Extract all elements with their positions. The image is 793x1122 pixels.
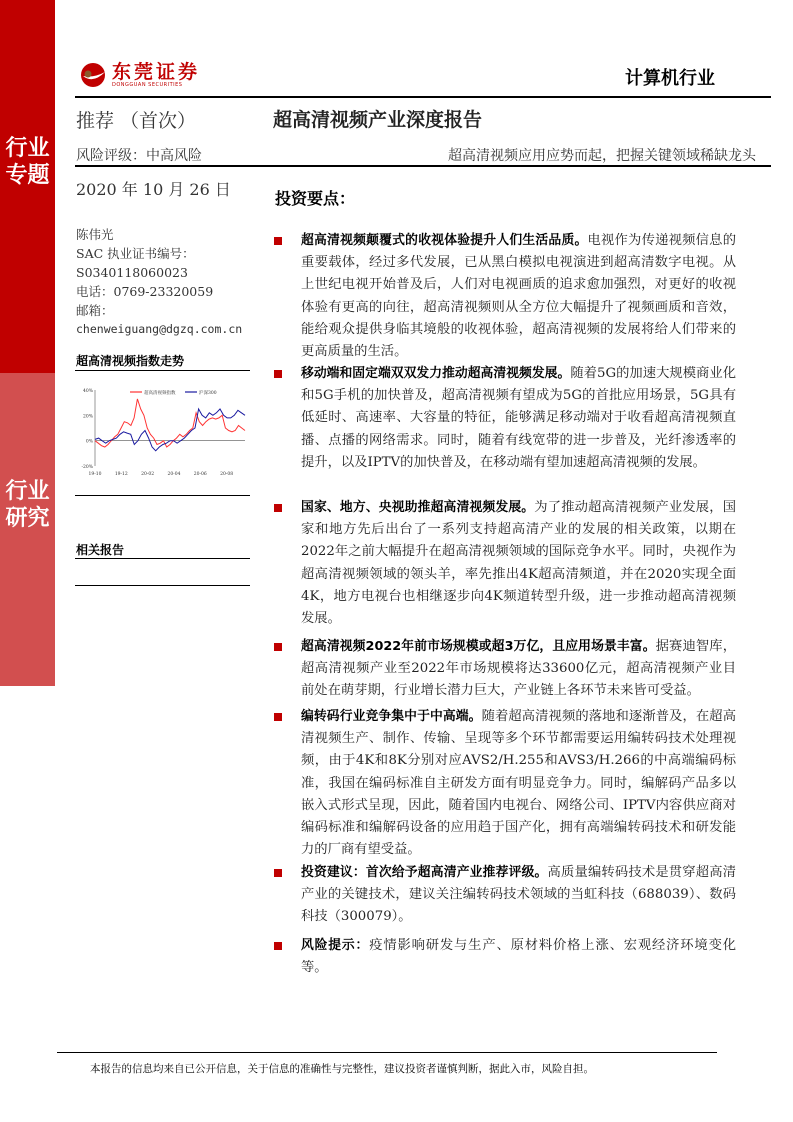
company-logo — [80, 62, 200, 88]
key-point — [274, 363, 736, 474]
point-heading: 风险提示： — [301, 938, 370, 953]
x-tick-label: 20-04 — [167, 472, 181, 477]
key-point — [274, 935, 736, 979]
key-point — [274, 706, 736, 861]
bullet-icon — [274, 643, 282, 651]
related-reports-title: 相关报告 — [76, 543, 125, 557]
y-tick-label: 0% — [85, 439, 93, 445]
logo-icon — [80, 62, 106, 88]
divider — [75, 96, 771, 98]
report-date: 2020 年 10 月 26 日 — [76, 180, 231, 199]
point-text: 随着超高清视频的落地和逐渐普及，在超高清视频生产、制作、传输、呈现等多个环节都需要运用编转码技术处理视频，由于4K和8K分别对应AVS2/H.255和AVS3/H.266的中高端编码标准，我国在编码标准自主研发方面有明显竞争力。同时，编解码产品多以嵌入式形式呈现，因此，随着国内电视台、网络公司、IPTV内容供应商对编码标准和编解码设备的应用趋于国产化，拥有高端编转码技术和研发能力的厂商有望受益。 — [301, 709, 737, 858]
point-heading: 投资建议：首次给予超高清产业推荐评级。 — [301, 865, 548, 880]
point-heading: 国家、地方、央视助推超高清视频发展。 — [301, 500, 535, 515]
chart-title: 超高清视频指数走势 — [76, 354, 185, 368]
point-heading: 编转码行业竞争集中于中高端。 — [301, 709, 482, 724]
sac-label: SAC 执业证书编号： — [76, 246, 195, 261]
series-line — [95, 399, 245, 447]
key-point — [274, 862, 736, 929]
footer-divider — [57, 1052, 717, 1053]
x-tick-label: 20-06 — [193, 472, 207, 477]
bullet-icon — [274, 237, 282, 245]
disclaimer: 本报告的信息均来自已公开信息，关于信息的准确性与完整性，建议投资者谨慎判断，据此入市，风险自担。 — [90, 1063, 594, 1075]
y-tick-label: 40% — [82, 389, 93, 394]
divider — [75, 165, 771, 167]
sidebar-top-label: 行业专题 — [5, 136, 50, 188]
logo-subtext: DONGGUAN SECURITIES — [112, 82, 183, 88]
divider — [75, 585, 250, 586]
divider — [75, 558, 250, 559]
analyst-info — [76, 225, 242, 339]
point-text: 疫情影响研发与生产、原材料价格上涨、宏观经济环境变化等。 — [301, 938, 737, 976]
analyst-email[interactable]: chenweiguang@dgzq.com.cn — [76, 322, 243, 336]
page-title: 超高清视频产业深度报告 — [273, 109, 483, 131]
risk-rating: 风险评级：中高风险 — [76, 148, 202, 164]
bullet-icon — [274, 942, 282, 950]
rating: 推荐 （首次） — [76, 110, 197, 132]
y-tick-label: 20% — [82, 414, 93, 420]
point-heading: 超高清视频2022年前市场规模或超3万亿，且应用场景丰富。 — [301, 639, 656, 654]
bullet-icon — [274, 869, 282, 877]
bullet-icon — [274, 713, 282, 721]
key-point — [274, 230, 736, 363]
key-point — [274, 636, 736, 703]
x-tick-label: 20-08 — [220, 472, 234, 477]
bullet-icon — [274, 504, 282, 512]
index-chart — [75, 382, 250, 477]
y-tick-label: -20% — [81, 465, 93, 470]
x-tick-label: 20-02 — [141, 472, 155, 477]
sac-number: S0340118060023 — [76, 265, 188, 280]
bullet-icon — [274, 370, 282, 378]
email-label: 邮箱： — [76, 303, 114, 318]
point-text: 为了推动超高清视频产业发展，国家和地方先后出台了一系列支持超高清产业的发展的相关政策，以期在2022年之前大幅提升在超高清视频领域的国际竞争水平。同时，央视作为超高清视频领域的领头羊，率先推出4K超高清频道，并在2020实现全面4K，地方电视台也相继逐步向4K频道转型升级，进一步推动超高清视频发展。 — [301, 500, 737, 627]
sidebar-bottom-label: 行业研究 — [5, 479, 50, 531]
x-tick-label: 19-10 — [88, 472, 102, 477]
point-text: 据赛迪智库，超高清视频产业至2022年市场规模将达33600亿元，超高清视频产业目前处在萌芽期，行业增长潜力巨大，产业链上各环节未来皆可受益。 — [301, 639, 736, 699]
analyst-name: 陈伟光 — [76, 227, 114, 242]
key-point — [274, 497, 736, 630]
point-text: 电视作为传递视频信息的重要载体，经过多代发展，已从黑白模拟电视演进到超高清数字电视。从上世纪电视开始普及后，人们对电视画质的追求愈加强烈，对更好的收视体验有更高的向往，超高清视频则从全方位大幅提升了视频画质和音效，能给观众提供身临其境般的收视体验，超高清视频的发展将给人们带来的更高质量的生活。 — [301, 233, 737, 360]
x-tick-label: 19-12 — [114, 472, 128, 477]
section-heading: 投资要点： — [275, 189, 356, 208]
point-text: 随着5G的加速大规模商业化和5G手机的加快普及，超高清视频有望成为5G的首批应用场景，5G具有低延时、高速率、大容量的特征，能够满足移动端对于收看超高清视频直播、点播的网络需求。同时，随着有线宽带的进一步普及，光纤渗透率的提升，以及IPTV的加快普及，在移动端有望加速超高清视频的发展。 — [301, 366, 737, 470]
point-heading: 移动端和固定端双双发力推动超高清视频发展。 — [301, 366, 571, 381]
legend-label: 超高清视频指数 — [144, 391, 176, 396]
subtitle: 超高清视频应用应势而起，把握关键领域稀缺龙头 — [448, 148, 756, 164]
logo-text: 东莞证券 — [112, 61, 201, 83]
legend-label: 沪深300 — [199, 391, 217, 396]
industry-label: 计算机行业 — [625, 68, 715, 89]
divider — [75, 495, 250, 496]
point-heading: 超高清视频颠覆式的收视体验提升人们生活品质。 — [301, 233, 588, 248]
point-text: 高质量编转码技术是贯穿超高清产业的关键技术，建议关注编转码技术领域的当虹科技（688039）、数码科技（300079）。 — [301, 865, 737, 925]
divider — [75, 370, 250, 371]
analyst-phone: 电话：0769-23320059 — [76, 284, 214, 299]
